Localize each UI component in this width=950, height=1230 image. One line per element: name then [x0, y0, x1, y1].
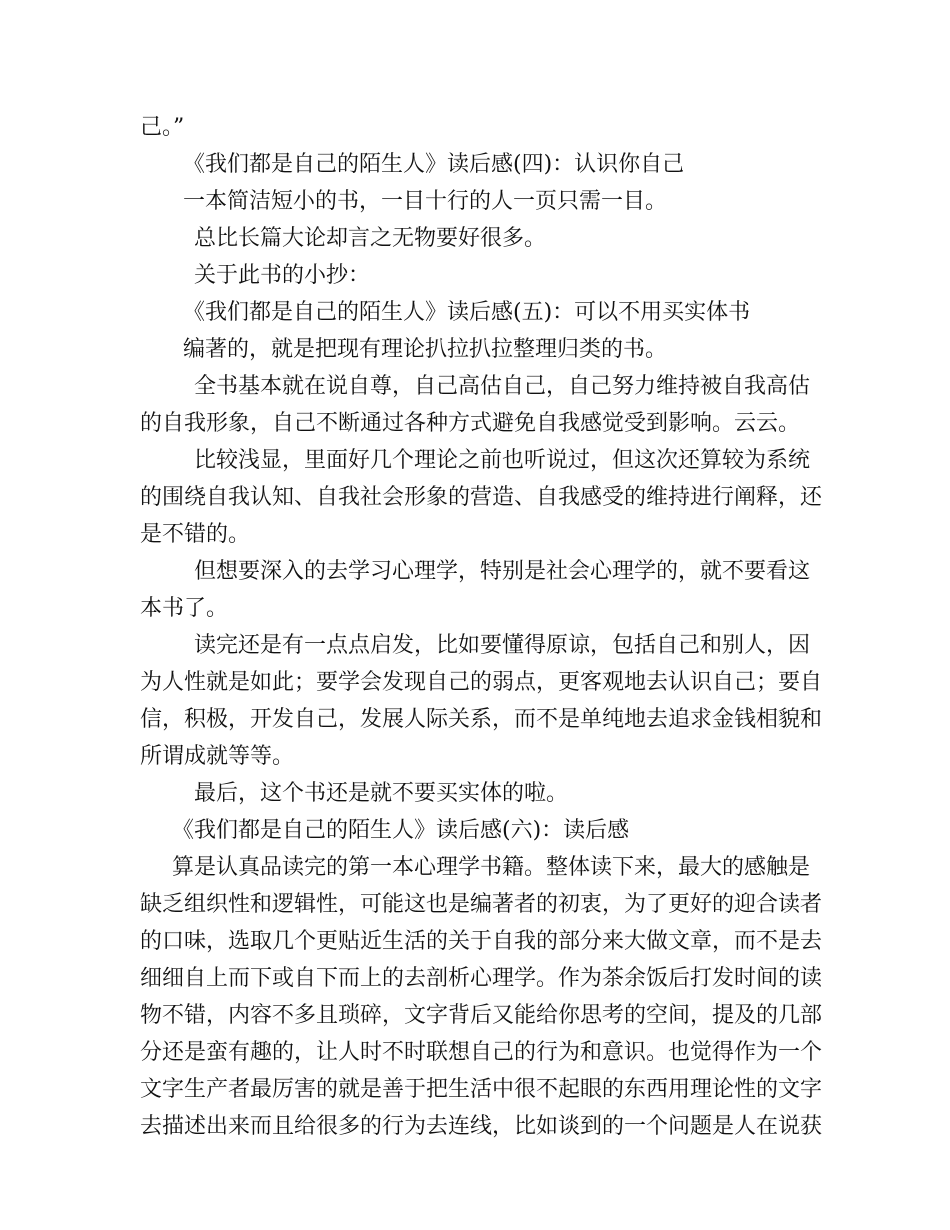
- text-line: 为人性就是如此；要学会发现自己的弱点，更客观地去认识自己；要自: [140, 670, 823, 695]
- text-line: 关于此书的小抄：: [194, 263, 371, 288]
- text-line: 本书了。: [140, 596, 229, 621]
- text-line: 的口味，选取几个更贴近生活的关于自我的部分来大做文章，而不是去: [140, 929, 823, 954]
- text-line: 总比长篇大论却言之无物要好很多。: [194, 226, 547, 251]
- text-line: 所谓成就等等。: [140, 744, 295, 769]
- text-line: 己。”: [140, 115, 185, 140]
- text-line: 是不错的。: [140, 522, 251, 547]
- text-line: 算是认真品读完的第一本心理学书籍。整体读下来，最大的感触是: [172, 855, 811, 880]
- section-heading: 《我们都是自己的陌生人》读后感(六)：读后感: [172, 818, 630, 843]
- text-line: 读完还是有一点点启发，比如要懂得原谅，包括自己和别人，因: [194, 633, 811, 658]
- text-line: 信，积极，开发自己，发展人际关系，而不是单纯地去追求金钱相貌和: [140, 707, 823, 732]
- text-line: 的自我形象，自己不断通过各种方式避免自我感觉受到影响。云云。: [140, 411, 801, 436]
- text-line: 最后，这个书还是就不要买实体的啦。: [194, 781, 569, 806]
- text-line: 编著的，就是把现有理论扒拉扒拉整理归类的书。: [183, 337, 668, 362]
- section-heading: 《我们都是自己的陌生人》读后感(五)：可以不用买实体书: [183, 300, 751, 325]
- text-line: 去描述出来而且给很多的行为去连线，比如谈到的一个问题是人在说获: [140, 1114, 823, 1139]
- text-line: 细细自上而下或自下而上的去剖析心理学。作为茶余饭后打发时间的读: [140, 966, 823, 991]
- text-line: 物不错，内容不多且琐碎，文字背后又能给你思考的空间，提及的几部: [140, 1003, 823, 1028]
- section-heading: 《我们都是自己的陌生人》读后感(四)：认识你自己: [183, 152, 685, 177]
- text-line: 文字生产者最厉害的就是善于把生活中很不起眼的东西用理论性的文字: [140, 1077, 823, 1102]
- text-line: 比较浅显，里面好几个理论之前也听说过，但这次还算较为系统: [194, 448, 811, 473]
- text-line: 缺乏组织性和逻辑性，可能这也是编著者的初衷，为了更好的迎合读者: [140, 892, 823, 917]
- text-line: 一本简洁短小的书，一目十行的人一页只需一目。: [183, 189, 668, 214]
- text-line: 分还是蛮有趣的，让人时不时联想自己的行为和意识。也觉得作为一个: [140, 1040, 823, 1065]
- text-line: 全书基本就在说自尊，自己高估自己，自己努力维持被自我高估: [194, 374, 811, 399]
- text-line: 但想要深入的去学习心理学，特别是社会心理学的，就不要看这: [194, 559, 811, 584]
- text-line: 的围绕自我认知、自我社会形象的营造、自我感受的维持进行阐释，还: [140, 485, 823, 510]
